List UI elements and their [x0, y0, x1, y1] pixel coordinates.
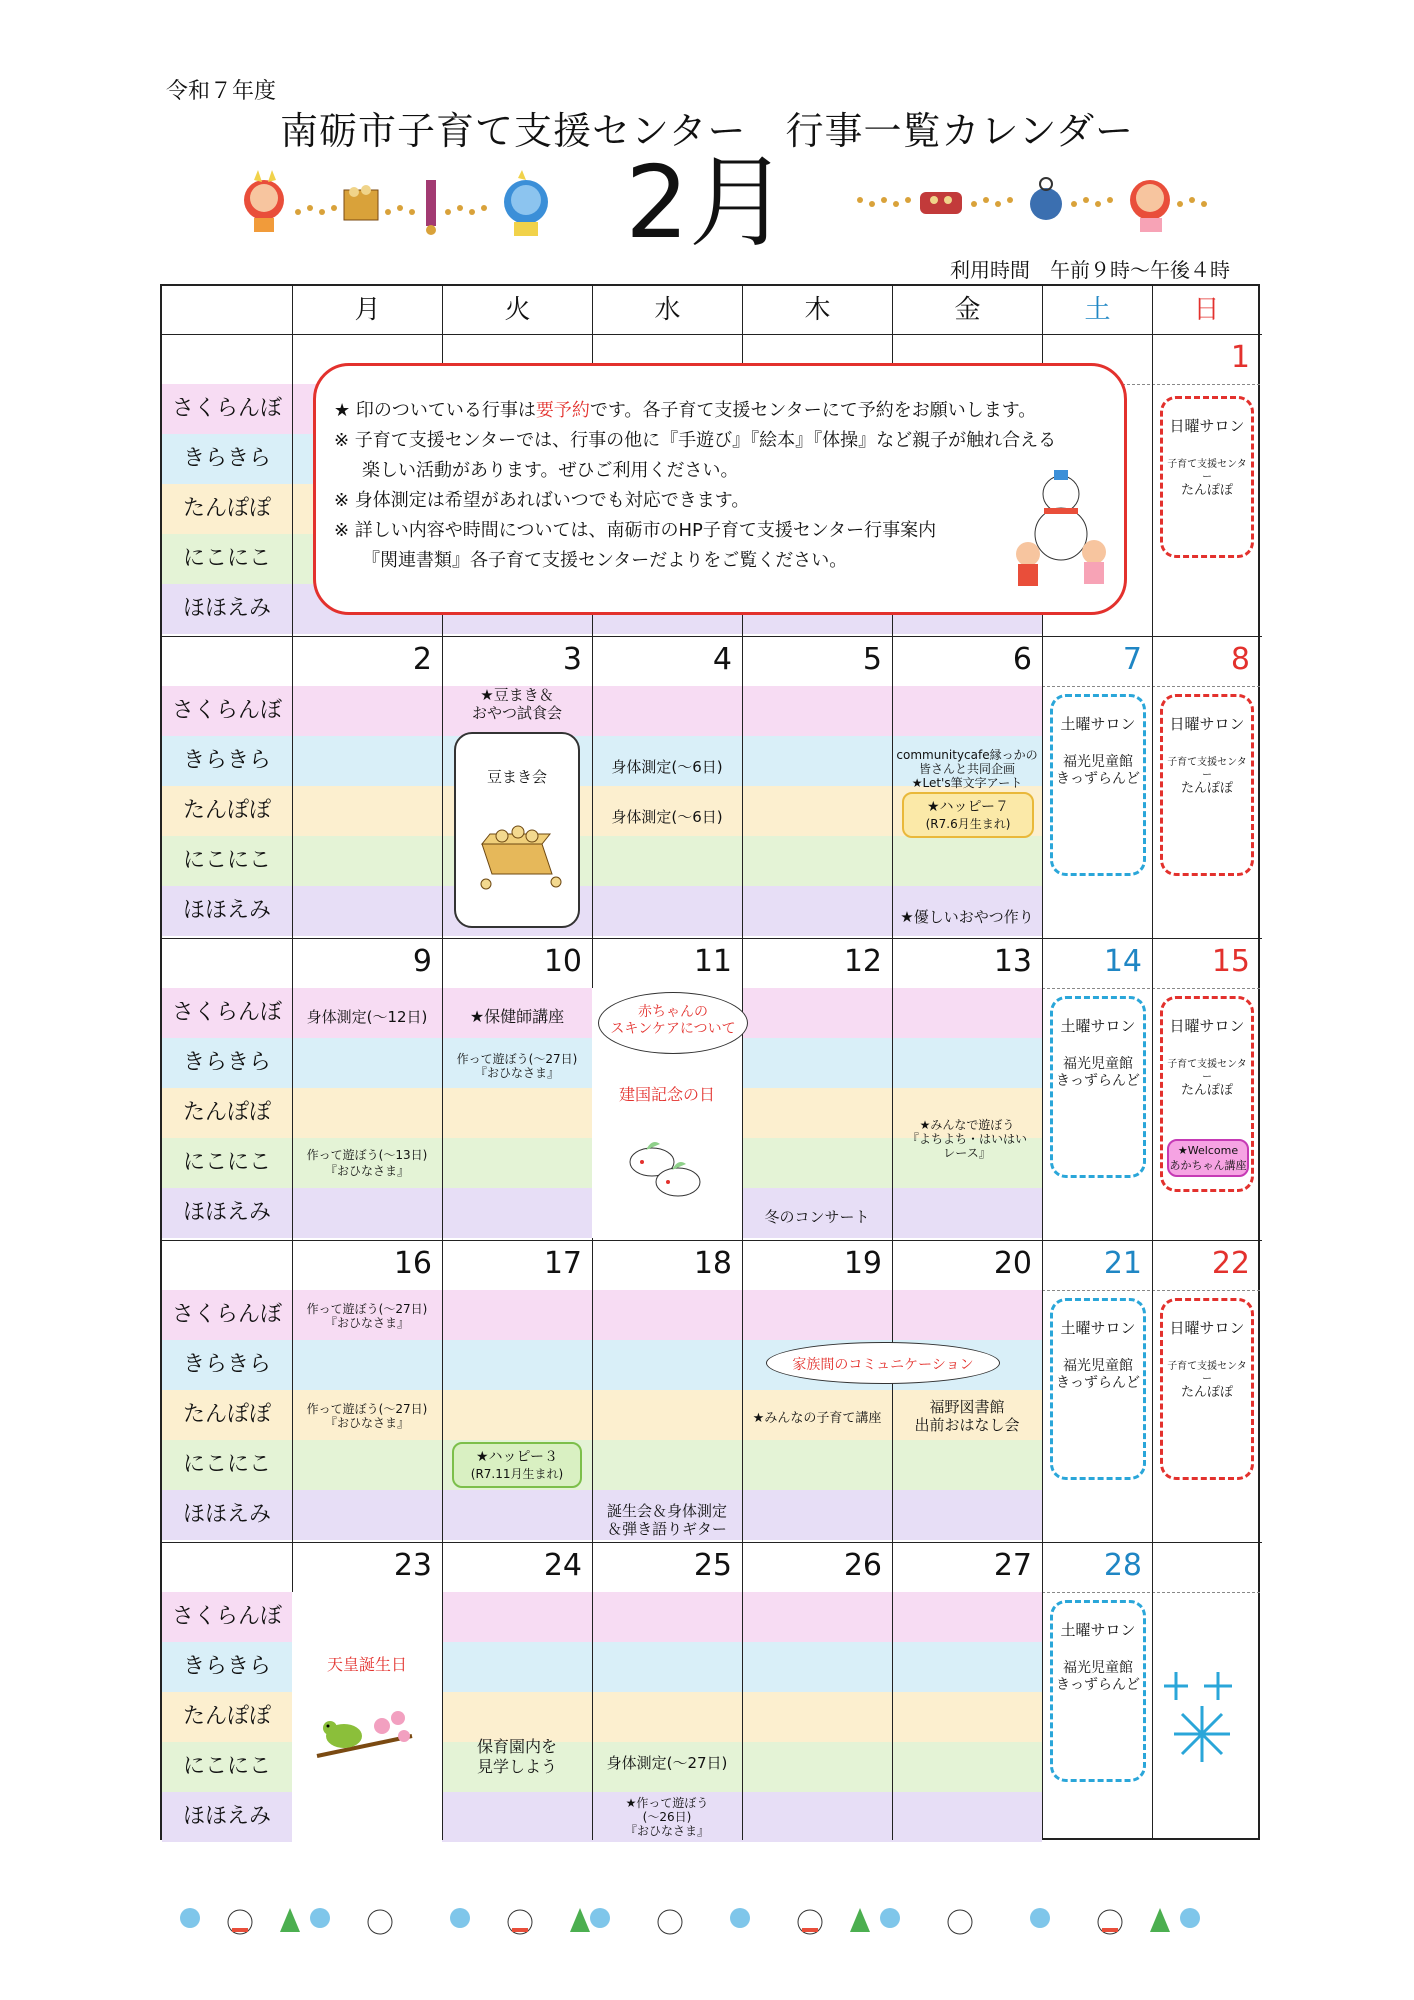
salon-saturday	[1050, 996, 1146, 1178]
room-label-0: さくらんぼ	[171, 1302, 282, 1327]
welcome-baby-pill	[1167, 1139, 1249, 1177]
event-text: 身体測定(～12日)	[306, 1008, 428, 1026]
event-text: 作って遊ぼう(～27日)	[306, 1302, 428, 1316]
salon-sunday	[1160, 996, 1254, 1192]
salon-title: 土曜サロン	[1060, 715, 1136, 733]
week-divider	[162, 938, 1262, 939]
day-number: 21	[1103, 1246, 1142, 1281]
room-label-2: たんぽぽ	[182, 1402, 271, 1427]
event-text: 『おひなさま』	[624, 1824, 709, 1838]
event-text: レース』	[943, 1146, 991, 1160]
day-number: 3	[562, 642, 582, 677]
day-number: 8	[1230, 642, 1250, 677]
weekday-mon: 月	[292, 286, 442, 334]
day-number: 14	[1103, 944, 1142, 979]
week-divider	[162, 1240, 1262, 1241]
day-number: 16	[393, 1246, 432, 1281]
room-label-3: にこにこ	[182, 1452, 271, 1477]
snowman-snowflake-border-icon	[170, 1888, 1250, 1948]
salon-place-small: 子育て支援センター	[1167, 1361, 1247, 1385]
skincare-line2: スキンケアについて	[610, 1021, 736, 1037]
salon-place: 福光児童館	[1063, 1358, 1133, 1374]
day-number: 22	[1211, 1246, 1250, 1281]
event-text: 『おひなさま』	[324, 1316, 409, 1330]
happy7-line1: ★ハッピー７	[927, 799, 1009, 815]
day-number: 10	[543, 944, 582, 979]
event-text: 見学しよう	[476, 1757, 557, 1776]
day-number: 6	[1012, 642, 1032, 677]
event-text: 『おひなさま』	[324, 1164, 409, 1178]
event-text: ★豆まき＆	[480, 686, 554, 704]
column-divider	[1152, 334, 1153, 1840]
notice-line1: ★ 印のついている行事は	[334, 400, 536, 421]
day-number: 4	[712, 642, 732, 677]
salon-title: 日曜サロン	[1169, 715, 1245, 733]
room-label-4: ほほえみ	[182, 1804, 271, 1829]
salon-title: 土曜サロン	[1060, 1319, 1136, 1337]
notice-reservation-required: 要予約	[535, 400, 590, 421]
weekday-fri: 金	[892, 286, 1042, 334]
mamemaki-label: 豆まき会	[486, 768, 547, 786]
skincare-line1: 赤ちゃんの	[638, 1004, 708, 1020]
event-text: 作って遊ぼう(～27日)	[306, 1402, 428, 1416]
event-text: 『おひなさま』	[474, 1066, 559, 1080]
room-label-3: にこにこ	[182, 546, 271, 571]
week-divider	[162, 636, 1262, 637]
event-text: ＆弾き語りギター	[607, 1520, 727, 1538]
room-label-0: さくらんぼ	[171, 1604, 282, 1629]
salon-place-small: 子育て支援センター	[1167, 757, 1247, 781]
salon-place: たんぽぽ	[1180, 1083, 1233, 1098]
room-label-0: さくらんぼ	[171, 396, 282, 421]
event-text: 出前おはなし会	[914, 1416, 1020, 1434]
event-text: ★優しいおやつ作り	[900, 908, 1034, 926]
happy3-line1: ★ハッピー３	[476, 1449, 558, 1465]
room-label-0: さくらんぼ	[171, 1000, 282, 1025]
day-number: 28	[1103, 1548, 1142, 1583]
winter-footer-decoration-icon	[170, 1888, 1250, 1948]
room-label-3: にこにこ	[182, 1754, 271, 1779]
room-label-3: にこにこ	[182, 1150, 271, 1175]
day-number: 2	[412, 642, 432, 677]
room-label-4: ほほえみ	[182, 898, 271, 923]
setsubun-decoration-right-icon	[850, 170, 1210, 240]
notice-box	[313, 363, 1127, 615]
room-label-2: たんぽぽ	[182, 798, 271, 823]
week-divider	[162, 334, 1262, 335]
room-band	[162, 686, 1042, 736]
room-label-3: にこにこ	[182, 848, 271, 873]
day-number: 7	[1122, 642, 1142, 677]
salon-place2: きっずらんど	[1056, 771, 1140, 787]
notice-line6: 『関連書類』各子育て支援センターだよりをご覧ください。	[362, 550, 848, 571]
fiscal-year: 令和７年度	[166, 79, 277, 104]
salon-place: たんぽぽ	[1180, 483, 1233, 498]
salon-sunday	[1160, 396, 1254, 558]
event-text: 福野図書館	[929, 1398, 1005, 1416]
weekday-wed: 水	[592, 286, 742, 334]
room-label-1: きらきら	[182, 1352, 271, 1377]
welcome-line1: ★Welcome	[1177, 1144, 1239, 1157]
salon-place-small: 子育て支援センター	[1167, 1059, 1247, 1083]
day-number: 24	[543, 1548, 582, 1583]
weekday-sun: 日	[1152, 286, 1260, 334]
room-label-1: きらきら	[182, 1050, 271, 1075]
opening-hours: 利用時間 午前９時～午後４時	[950, 258, 1230, 282]
snowman-children-icon	[1006, 466, 1116, 596]
salon-place-small: 子育て支援センター	[1167, 459, 1247, 483]
snow-rabbit-icon	[622, 1132, 712, 1202]
notice-line4: ※ 身体測定は希望があればいつでも対応できます。	[334, 490, 750, 511]
notice-line5: ※ 詳しい内容や時間については、南砺市のHP子育て支援センター行事案内	[334, 520, 937, 541]
salon-place2: きっずらんど	[1056, 1375, 1140, 1391]
salon-title: 土曜サロン	[1060, 1621, 1136, 1639]
holiday-label: 建国記念の日	[618, 1085, 715, 1104]
week-divider	[162, 1542, 1262, 1543]
skincare-bubble	[598, 992, 748, 1054]
weekday-thu: 木	[742, 286, 892, 334]
event-text: 『よちよち・はいはい	[906, 1132, 1027, 1146]
day-number: 9	[412, 944, 432, 979]
room-label-4: ほほえみ	[182, 596, 271, 621]
snowflake-icon	[1162, 1666, 1252, 1766]
happy3-line2: (R7.11月生まれ)	[470, 1467, 564, 1481]
salon-sunday	[1160, 694, 1254, 876]
event-text: 身体測定(～6日)	[611, 758, 723, 776]
event-text: 身体測定(～27日)	[606, 1754, 728, 1772]
notice-line1-rest: です。各子育て支援センターにて予約をお願いします。	[589, 400, 1037, 421]
room-label-2: たんぽぽ	[182, 1100, 271, 1125]
event-text: 作って遊ぼう(～13日)	[306, 1148, 428, 1162]
salon-title: 日曜サロン	[1169, 1319, 1245, 1337]
event-text: 冬のコンサート	[764, 1208, 870, 1226]
salon-place: 福光児童館	[1063, 1056, 1133, 1072]
room-label-1: きらきら	[182, 446, 271, 471]
holiday-label: 天皇誕生日	[326, 1655, 407, 1674]
salon-place: たんぽぽ	[1180, 781, 1233, 796]
salon-title: 日曜サロン	[1169, 417, 1245, 435]
room-label-0: さくらんぼ	[171, 698, 282, 723]
event-text: ★みんなの子育て講座	[752, 1411, 882, 1426]
weekday-sat: 土	[1042, 286, 1152, 334]
day-number: 13	[993, 944, 1032, 979]
event-text: おやつ試食会	[471, 704, 562, 722]
event-text: ★保健師講座	[469, 1007, 565, 1026]
family-communication-bubble: 家族間のコミュニケーション	[766, 1342, 1000, 1384]
happy7-line2: (R7.6月生まれ)	[925, 817, 1011, 831]
month-heading: 2月	[625, 144, 789, 261]
salon-title: 日曜サロン	[1169, 1017, 1245, 1035]
weekday-tue: 火	[442, 286, 592, 334]
event-text: 『おひなさま』	[324, 1416, 409, 1430]
day-number: 1	[1230, 340, 1250, 375]
day-number: 26	[843, 1548, 882, 1583]
salon-title: 土曜サロン	[1060, 1017, 1136, 1035]
event-text: 身体測定(～6日)	[611, 808, 723, 826]
event-text: communitycafe縁っかの	[896, 748, 1038, 762]
salon-place: たんぽぽ	[1180, 1385, 1233, 1400]
day-number: 27	[993, 1548, 1032, 1583]
event-text: 皆さんと共同企画	[918, 762, 1015, 776]
page-title: 南砺市子育て支援センター 行事一覧カレンダー	[279, 109, 1134, 153]
room-band	[162, 1440, 1042, 1490]
salon-place2: きっずらんど	[1056, 1073, 1140, 1089]
day-number: 19	[843, 1246, 882, 1281]
day-number: 12	[843, 944, 882, 979]
salon-sunday	[1160, 1298, 1254, 1480]
event-text: 誕生会＆身体測定	[606, 1502, 727, 1520]
day-number: 15	[1211, 944, 1250, 979]
salon-place: 福光児童館	[1063, 754, 1133, 770]
salon-place: 福光児童館	[1063, 1660, 1133, 1676]
room-label-2: たんぽぽ	[182, 1704, 271, 1729]
event-text: 作って遊ぼう(～27日)	[456, 1052, 578, 1066]
room-band	[162, 836, 1042, 886]
day-number: 17	[543, 1246, 582, 1281]
day-number: 5	[862, 642, 882, 677]
room-label-4: ほほえみ	[182, 1502, 271, 1527]
room-label-1: きらきら	[182, 1654, 271, 1679]
welcome-line2: あかちゃん講座	[1169, 1159, 1247, 1172]
salon-place2: きっずらんど	[1056, 1677, 1140, 1693]
day-number: 25	[693, 1548, 732, 1583]
happy3-pill	[452, 1442, 582, 1488]
mamemaki-box	[454, 732, 580, 928]
day-number: 23	[393, 1548, 432, 1583]
bean-box-icon	[472, 814, 562, 894]
salon-saturday	[1050, 694, 1146, 876]
day-number: 11	[693, 944, 732, 979]
bush-warbler-plum-icon	[312, 1696, 422, 1766]
salon-saturday	[1050, 1298, 1146, 1480]
day-number: 18	[693, 1246, 732, 1281]
notice-line2: ※ 子育て支援センターでは、行事の他に『手遊び』『絵本』『体操』など親子が触れ合える	[334, 430, 1057, 451]
day-number: 20	[993, 1246, 1032, 1281]
notice-line3: 楽しい活動があります。ぜひご利用ください。	[362, 460, 739, 481]
room-label-2: たんぽぽ	[182, 496, 271, 521]
happy7-pill	[902, 792, 1034, 838]
event-text: ★みんなで遊ぼう	[919, 1118, 1015, 1132]
event-text: (～26日)	[642, 1810, 692, 1824]
salon-saturday	[1050, 1600, 1146, 1782]
event-text: 保育園内を	[476, 1737, 557, 1756]
room-label-1: きらきら	[182, 748, 271, 773]
room-label-4: ほほえみ	[182, 1200, 271, 1225]
event-text: ★Let's筆文字アート	[911, 776, 1023, 790]
event-text: ★作って遊ぼう	[625, 1796, 709, 1810]
